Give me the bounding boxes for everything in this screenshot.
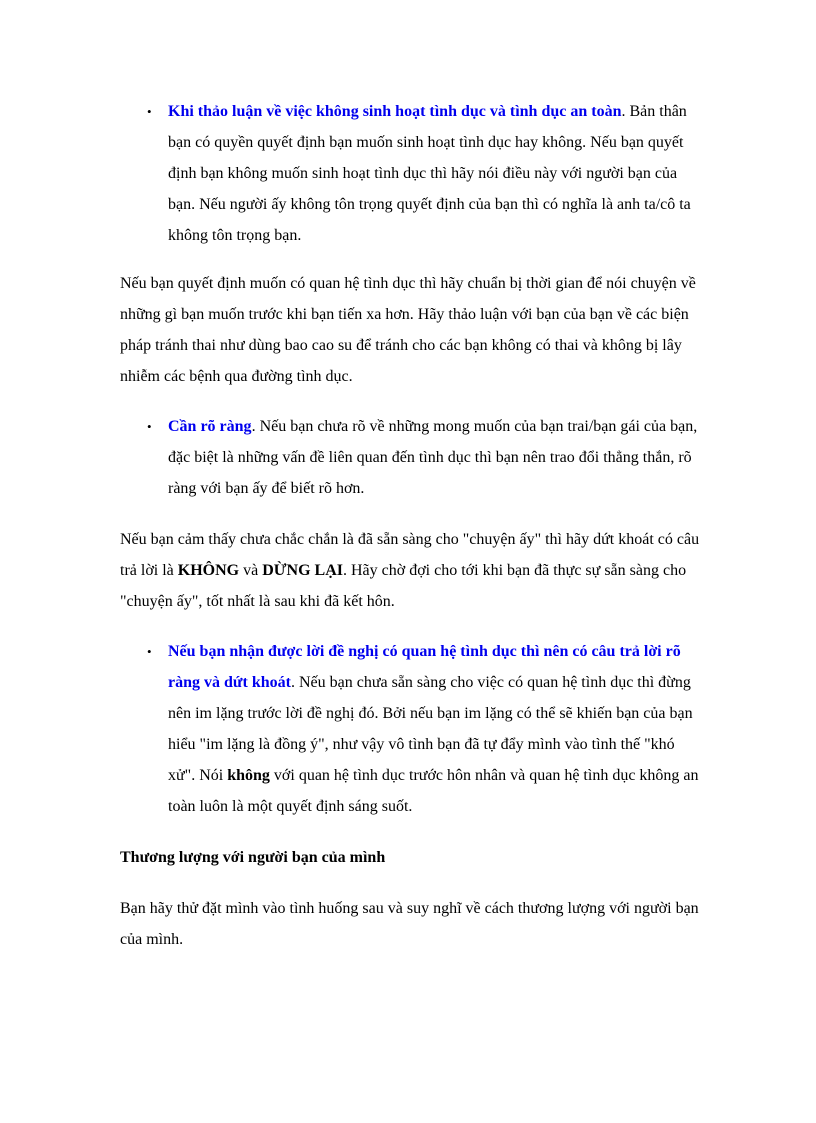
bullet-item <box>120 636 700 822</box>
bullet-text: . Nếu bạn chưa rõ về những mong muốn của bạn trai/bạn gái của bạn, đặc biệt là những vấn đề liên quan đến tình dục thì bạn nên trao đổi thẳng thắn, rõ ràng với bạn ấy để biết rõ hơn. <box>168 418 698 497</box>
emphasis-text: KHÔNG <box>177 562 240 579</box>
bullet-icon: • <box>147 644 152 659</box>
paragraph-text: . Hãy chờ đợi cho tới khi bạn đã thực sự sẵn sàng cho "chuyện ấy", tốt nhất là sau khi đã kết hôn. <box>120 562 687 610</box>
bullet-text: với quan hệ tình dục trước hôn nhân và quan hệ tình dục không an toàn luôn là một quyết định sáng suốt. <box>168 767 699 815</box>
paragraph-text: Nếu bạn cảm thấy chưa chắc chắn là đã sẵn sàng cho "chuyện ấy" thì hãy dứt khoát có câu trả lời là <box>120 531 700 579</box>
bullet-icon: • <box>147 419 152 434</box>
paragraph: Nếu bạn quyết định muốn có quan hệ tình dục thì hãy chuẩn bị thời gian để nói chuyện về những gì bạn muốn trước khi bạn tiến xa hơn. Hãy thảo luận với bạn của bạn về các biện pháp tránh thai như dùng bao cao su để tránh cho các bạn không có thai và không bị lây nhiễm các bệnh qua đường tình dục. <box>120 275 696 385</box>
bullet-item <box>120 96 700 251</box>
section-heading: Thương lượng với người bạn của mình <box>120 849 386 866</box>
emphasis-text: DỪNG LẠI <box>262 562 343 579</box>
document-body <box>120 96 700 955</box>
bullet-icon: • <box>147 104 152 119</box>
paragraph-text: và <box>239 562 263 579</box>
bullet-item <box>120 411 700 504</box>
bullet-text: . Bản thân bạn có quyền quyết định bạn muốn sinh hoạt tình dục hay không. Nếu bạn quyết định bạn không muốn sinh hoạt tình dục thì hãy nói điều này với người bạn của bạn. Nếu người ấy không tôn trọng quyết định của bạn thì có nghĩa là anh ta/cô ta không tôn trọng bạn. <box>168 103 691 244</box>
bullet-bold-lead: Nếu bạn nhận được lời đề nghị có quan hệ tình dục thì nên có câu trả lời rõ ràng và dứt khoát <box>168 643 681 691</box>
bullet-bold-lead: Khi thảo luận về việc không sinh hoạt tình dục và tình dục an toàn <box>168 103 622 120</box>
bullet-text: . Nếu bạn chưa sẵn sàng cho việc có quan hệ tình dục thì đừng nên im lặng trước lời đề nghị đó. Bởi nếu bạn im lặng có thể sẽ khiến bạn của bạn hiểu "im lặng là đồng ý", như vậy vô tình bạn đã tự đẩy mình vào tình thế "khó xử". Nói <box>168 674 693 784</box>
paragraph <box>120 524 700 617</box>
paragraph: Bạn hãy thử đặt mình vào tình huống sau và suy nghĩ về cách thương lượng với người bạn của mình. <box>120 900 699 948</box>
bullet-bold-lead: Cần rõ ràng <box>168 418 252 435</box>
emphasis-text: không <box>227 767 270 784</box>
